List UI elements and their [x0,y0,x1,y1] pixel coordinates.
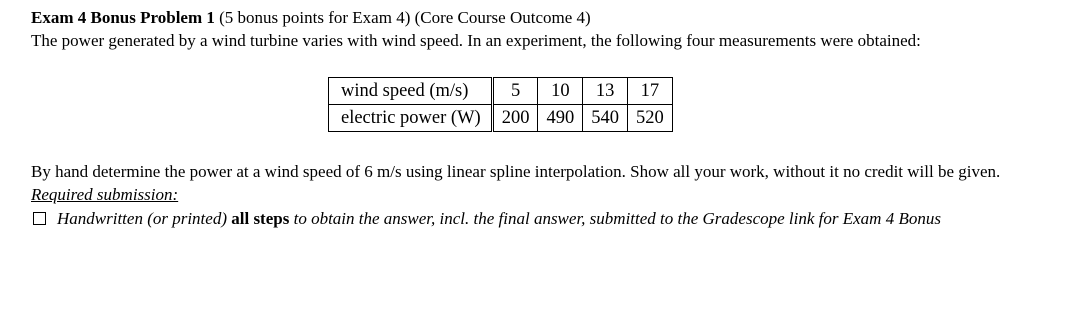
wind-speed-cell: 5 [492,78,538,105]
power-cell: 540 [583,105,628,132]
measurements-table [328,77,673,132]
row-label-wind-speed: wind speed (m/s) [329,78,493,105]
submission-item-bold: all steps [231,209,290,228]
points-note: (5 bonus points for Exam 4) (Core Course Outcome 4) [219,8,591,27]
submission-heading: Required submission: [31,185,179,204]
problem-intro: The power generated by a wind turbine varies with wind speed. In an experiment, the following four measurements were obtained: [31,31,921,50]
problem-title: Exam 4 Bonus Problem 1 [31,8,215,27]
checkbox-icon[interactable] [33,212,46,225]
row-label-electric-power: electric power (W) [329,105,493,132]
submission-item-prefix: Handwritten (or printed) [57,209,227,228]
wind-speed-cell: 13 [583,78,628,105]
problem-header [31,6,1067,29]
wind-speed-cell: 10 [538,78,583,105]
submission-item-rest: to obtain the answer, incl. the final answer, submitted to the Gradescope link for Exam 4 Bonus [293,209,941,228]
wind-speed-cell: 17 [627,78,672,105]
power-cell: 520 [627,105,672,132]
submission-item [31,206,1067,231]
measurements-table-wrap [328,77,1067,132]
table-row [329,105,673,132]
power-cell: 490 [538,105,583,132]
task-text: By hand determine the power at a wind speed of 6 m/s using linear spline interpolation. Show all your work, without it no credit will be given. [31,162,1001,181]
table-row [329,78,673,105]
problem-page [31,6,1067,231]
power-cell: 200 [492,105,538,132]
